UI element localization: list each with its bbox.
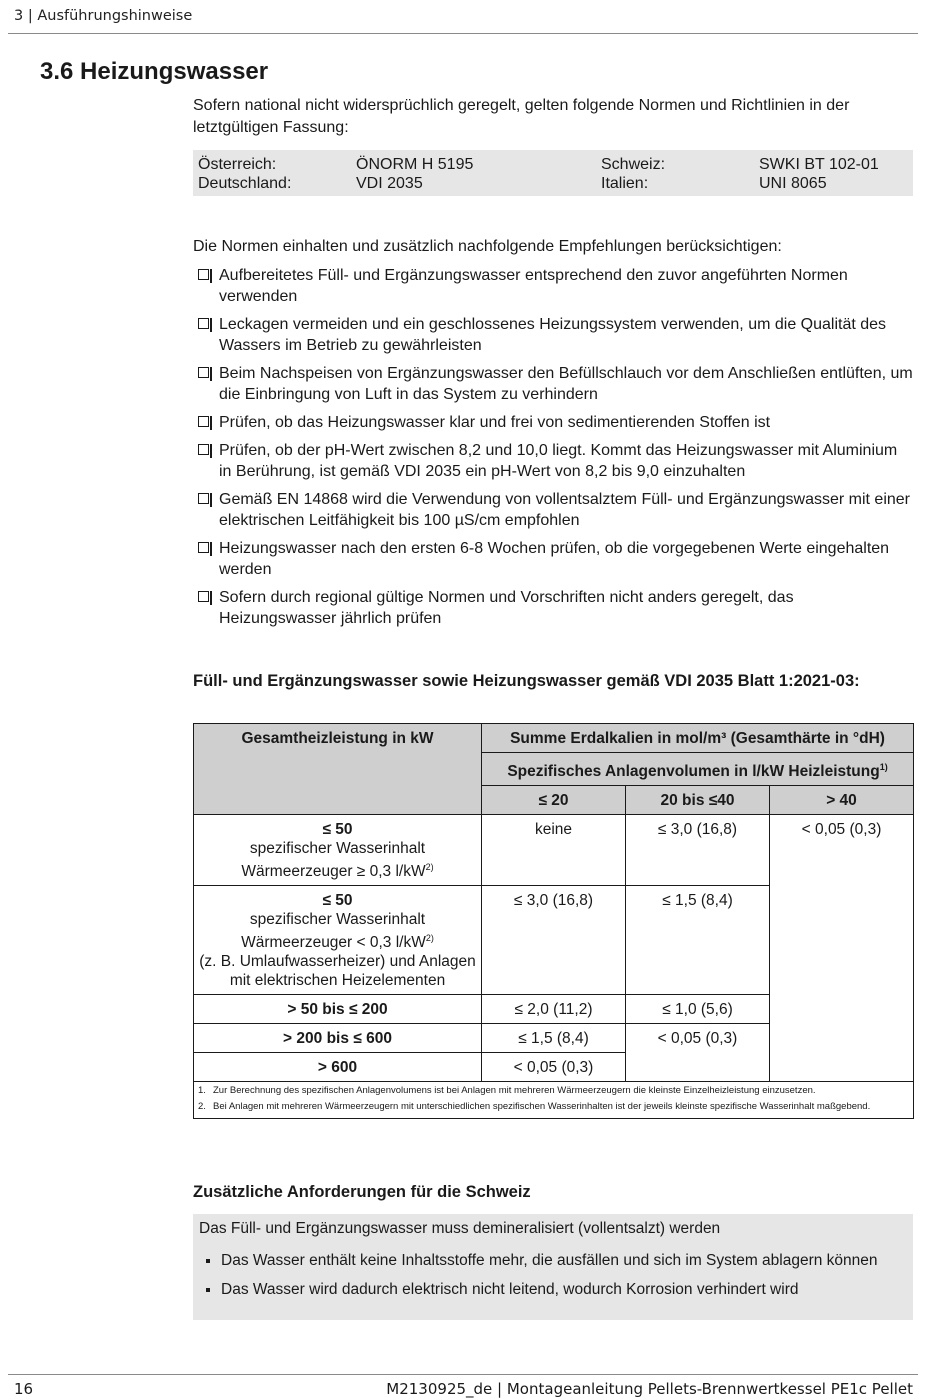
list-item: Heizungswasser nach den ersten 6-8 Wochen prüfen, ob die vorgegebenen Werte eingehalten werden bbox=[193, 538, 913, 580]
row-label: > 50 bis ≤ 200 bbox=[194, 995, 482, 1024]
swiss-requirements-box bbox=[193, 1214, 913, 1320]
norms-box bbox=[193, 150, 913, 196]
list-item: Beim Nachspeisen von Ergänzungswasser den Befüllschlauch vor dem Anschließen entlüften, um die Einbringung von Luft in das System zu verhindern bbox=[193, 363, 913, 405]
table-row bbox=[194, 1053, 914, 1082]
checkbox-icon bbox=[198, 318, 209, 329]
norm-country: Österreich: bbox=[198, 156, 277, 173]
document-reference: M2130925_de | Montageanleitung Pellets-Brennwertkessel PE1c Pellet bbox=[386, 1380, 913, 1398]
table-cell: ≤ 2,0 (11,2) bbox=[482, 995, 626, 1024]
list-item: Das Wasser wird dadurch elektrisch nicht leitend, wodurch Korrosion verhindert wird bbox=[199, 1280, 899, 1299]
table-cell: ≤ 3,0 (16,8) bbox=[626, 815, 770, 886]
table-cell-empty bbox=[770, 1024, 914, 1053]
swiss-bullet-list bbox=[199, 1251, 899, 1309]
norm-value: SWKI BT 102-01 bbox=[759, 156, 879, 173]
running-header: 3 | Ausführungshinweise bbox=[14, 8, 193, 24]
header-divider bbox=[8, 33, 918, 34]
table-cell: < 0,05 (0,3) bbox=[482, 1053, 626, 1082]
checkbox-icon bbox=[198, 591, 209, 602]
table-footnote: 1. Zur Berechnung des spezifischen Anlagenvolumens ist bei Anlagen mit mehreren Wärmeerzeugern die kleinste Einzelheizleistung einzusetzen. bbox=[194, 1082, 914, 1099]
recommendations-lead: Die Normen einhalten und zusätzlich nachfolgende Empfehlungen berücksichtigen: bbox=[193, 238, 782, 255]
footer-divider bbox=[8, 1374, 918, 1375]
checkbox-icon bbox=[198, 269, 209, 280]
table-cell: < 0,05 (0,3) bbox=[626, 1024, 770, 1053]
table-row bbox=[194, 815, 914, 886]
table-cell: ≤ 1,0 (5,6) bbox=[626, 995, 770, 1024]
norm-country: Italien: bbox=[601, 175, 649, 192]
table-cell: ≤ 3,0 (16,8) bbox=[482, 886, 626, 995]
checkbox-icon bbox=[198, 542, 209, 553]
row-label: > 200 bis ≤ 600 bbox=[194, 1024, 482, 1053]
recommendation-list bbox=[193, 265, 913, 636]
table-row bbox=[194, 995, 914, 1024]
checkbox-icon bbox=[198, 493, 209, 504]
table-row bbox=[194, 886, 914, 995]
row-label: > 600 bbox=[194, 1053, 482, 1082]
page-number: 16 bbox=[14, 1380, 34, 1398]
table-cell-empty bbox=[770, 1053, 914, 1082]
swiss-requirements-text: Das Füll- und Ergänzungswasser muss demineralisiert (vollentsalzt) werden bbox=[199, 1220, 721, 1237]
table-header-power: Gesamtheizleistung in kW bbox=[194, 724, 482, 815]
table-header-volume: Spezifisches Anlagenvolumen in l/kW Heizleistung$^{1)}$ bbox=[482, 753, 914, 786]
norm-value: ÖNORM H 5195 bbox=[356, 156, 474, 173]
list-item: Prüfen, ob das Heizungswasser klar und frei von sedimentierenden Stoffen ist bbox=[193, 412, 913, 433]
section-title: 3.6 Heizungswasser bbox=[40, 58, 269, 85]
list-item: Leckagen vermeiden und ein geschlossenes Heizungssystem verwenden, um die Qualität des Wassers im Betrieb zu gewährleisten bbox=[193, 314, 913, 356]
norm-country: Deutschland: bbox=[198, 175, 292, 192]
table-cell-empty bbox=[626, 1053, 770, 1082]
norm-country: Schweiz: bbox=[601, 156, 666, 173]
table-header-col: ≤ 20 bbox=[482, 786, 626, 815]
checkbox-icon bbox=[198, 416, 209, 427]
table-cell: keine bbox=[482, 815, 626, 886]
table-cell-empty bbox=[770, 995, 914, 1024]
swiss-requirements-title: Zusätzliche Anforderungen für die Schweiz bbox=[193, 1183, 531, 1201]
bullet-icon bbox=[206, 1259, 210, 1263]
intro-paragraph: Sofern national nicht widersprüchlich geregelt, gelten folgende Normen und Richtlinien in der letztgültigen Fassung: bbox=[193, 97, 850, 136]
checkbox-icon bbox=[198, 444, 209, 455]
row-label: ≤ 50 spezifischer Wasserinhalt Wärmeerzeuger ≥ 0,3 $l/kW^{2)}$ bbox=[194, 815, 482, 886]
table-cell: ≤ 1,5 (8,4) bbox=[626, 886, 770, 995]
bullet-icon bbox=[206, 1288, 210, 1292]
checkbox-icon bbox=[198, 367, 209, 378]
table-row bbox=[194, 1024, 914, 1053]
table-header-col: 20 bis ≤40 bbox=[626, 786, 770, 815]
table-cell: < 0,05 (0,3) bbox=[770, 815, 914, 886]
table-header-group: Summe Erdalkalien in mol/m³ (Gesamthärte in °dH) bbox=[482, 724, 914, 753]
list-item: Aufbereitetes Füll- und Ergänzungswasser entsprechend den zuvor angeführten Normen verwenden bbox=[193, 265, 913, 307]
list-item: Das Wasser enthält keine Inhaltsstoffe mehr, die ausfällen und sich im System ablagern können bbox=[199, 1251, 899, 1270]
list-item: Sofern durch regional gültige Normen und Vorschriften nicht anders geregelt, das Heizungswasser jährlich prüfen bbox=[193, 587, 913, 629]
norm-value: VDI 2035 bbox=[356, 175, 423, 192]
list-item: Gemäß EN 14868 wird die Verwendung von vollentsalztem Füll- und Ergänzungswasser mit einer elektrischen Leitfähigkeit bis 100 µS/cm empfohlen bbox=[193, 489, 913, 531]
table-footnote: 2. Bei Anlagen mit mehreren Wärmeerzeugern mit unterschiedlichen spezifischen Wasserinhalten ist der jeweils kleinste spezifische Wasserinhalt maßgebend. bbox=[194, 1098, 914, 1119]
water-hardness-table bbox=[193, 723, 914, 1119]
table-cell-empty bbox=[770, 886, 914, 995]
list-item: Prüfen, ob der pH-Wert zwischen 8,2 und 10,0 liegt. Kommt das Heizungswasser mit Aluminium in Berührung, ist gemäß VDI 2035 ein pH-Wert von 8,2 bis 9,0 einzuhalten bbox=[193, 440, 913, 482]
table-cell: ≤ 1,5 (8,4) bbox=[482, 1024, 626, 1053]
table-title: Füll- und Ergänzungswasser sowie Heizungswasser gemäß VDI 2035 Blatt 1:2021-03: bbox=[193, 672, 860, 690]
row-label: ≤ 50 spezifischer Wasserinhalt Wärmeerzeuger < 0,3 $l/kW^{2)}$ (z. B. Umlaufwasserheizer) und Anlagen mit elektrischen Heizelementen bbox=[194, 886, 482, 995]
table-header-col: > 40 bbox=[770, 786, 914, 815]
norm-value: UNI 8065 bbox=[759, 175, 827, 192]
